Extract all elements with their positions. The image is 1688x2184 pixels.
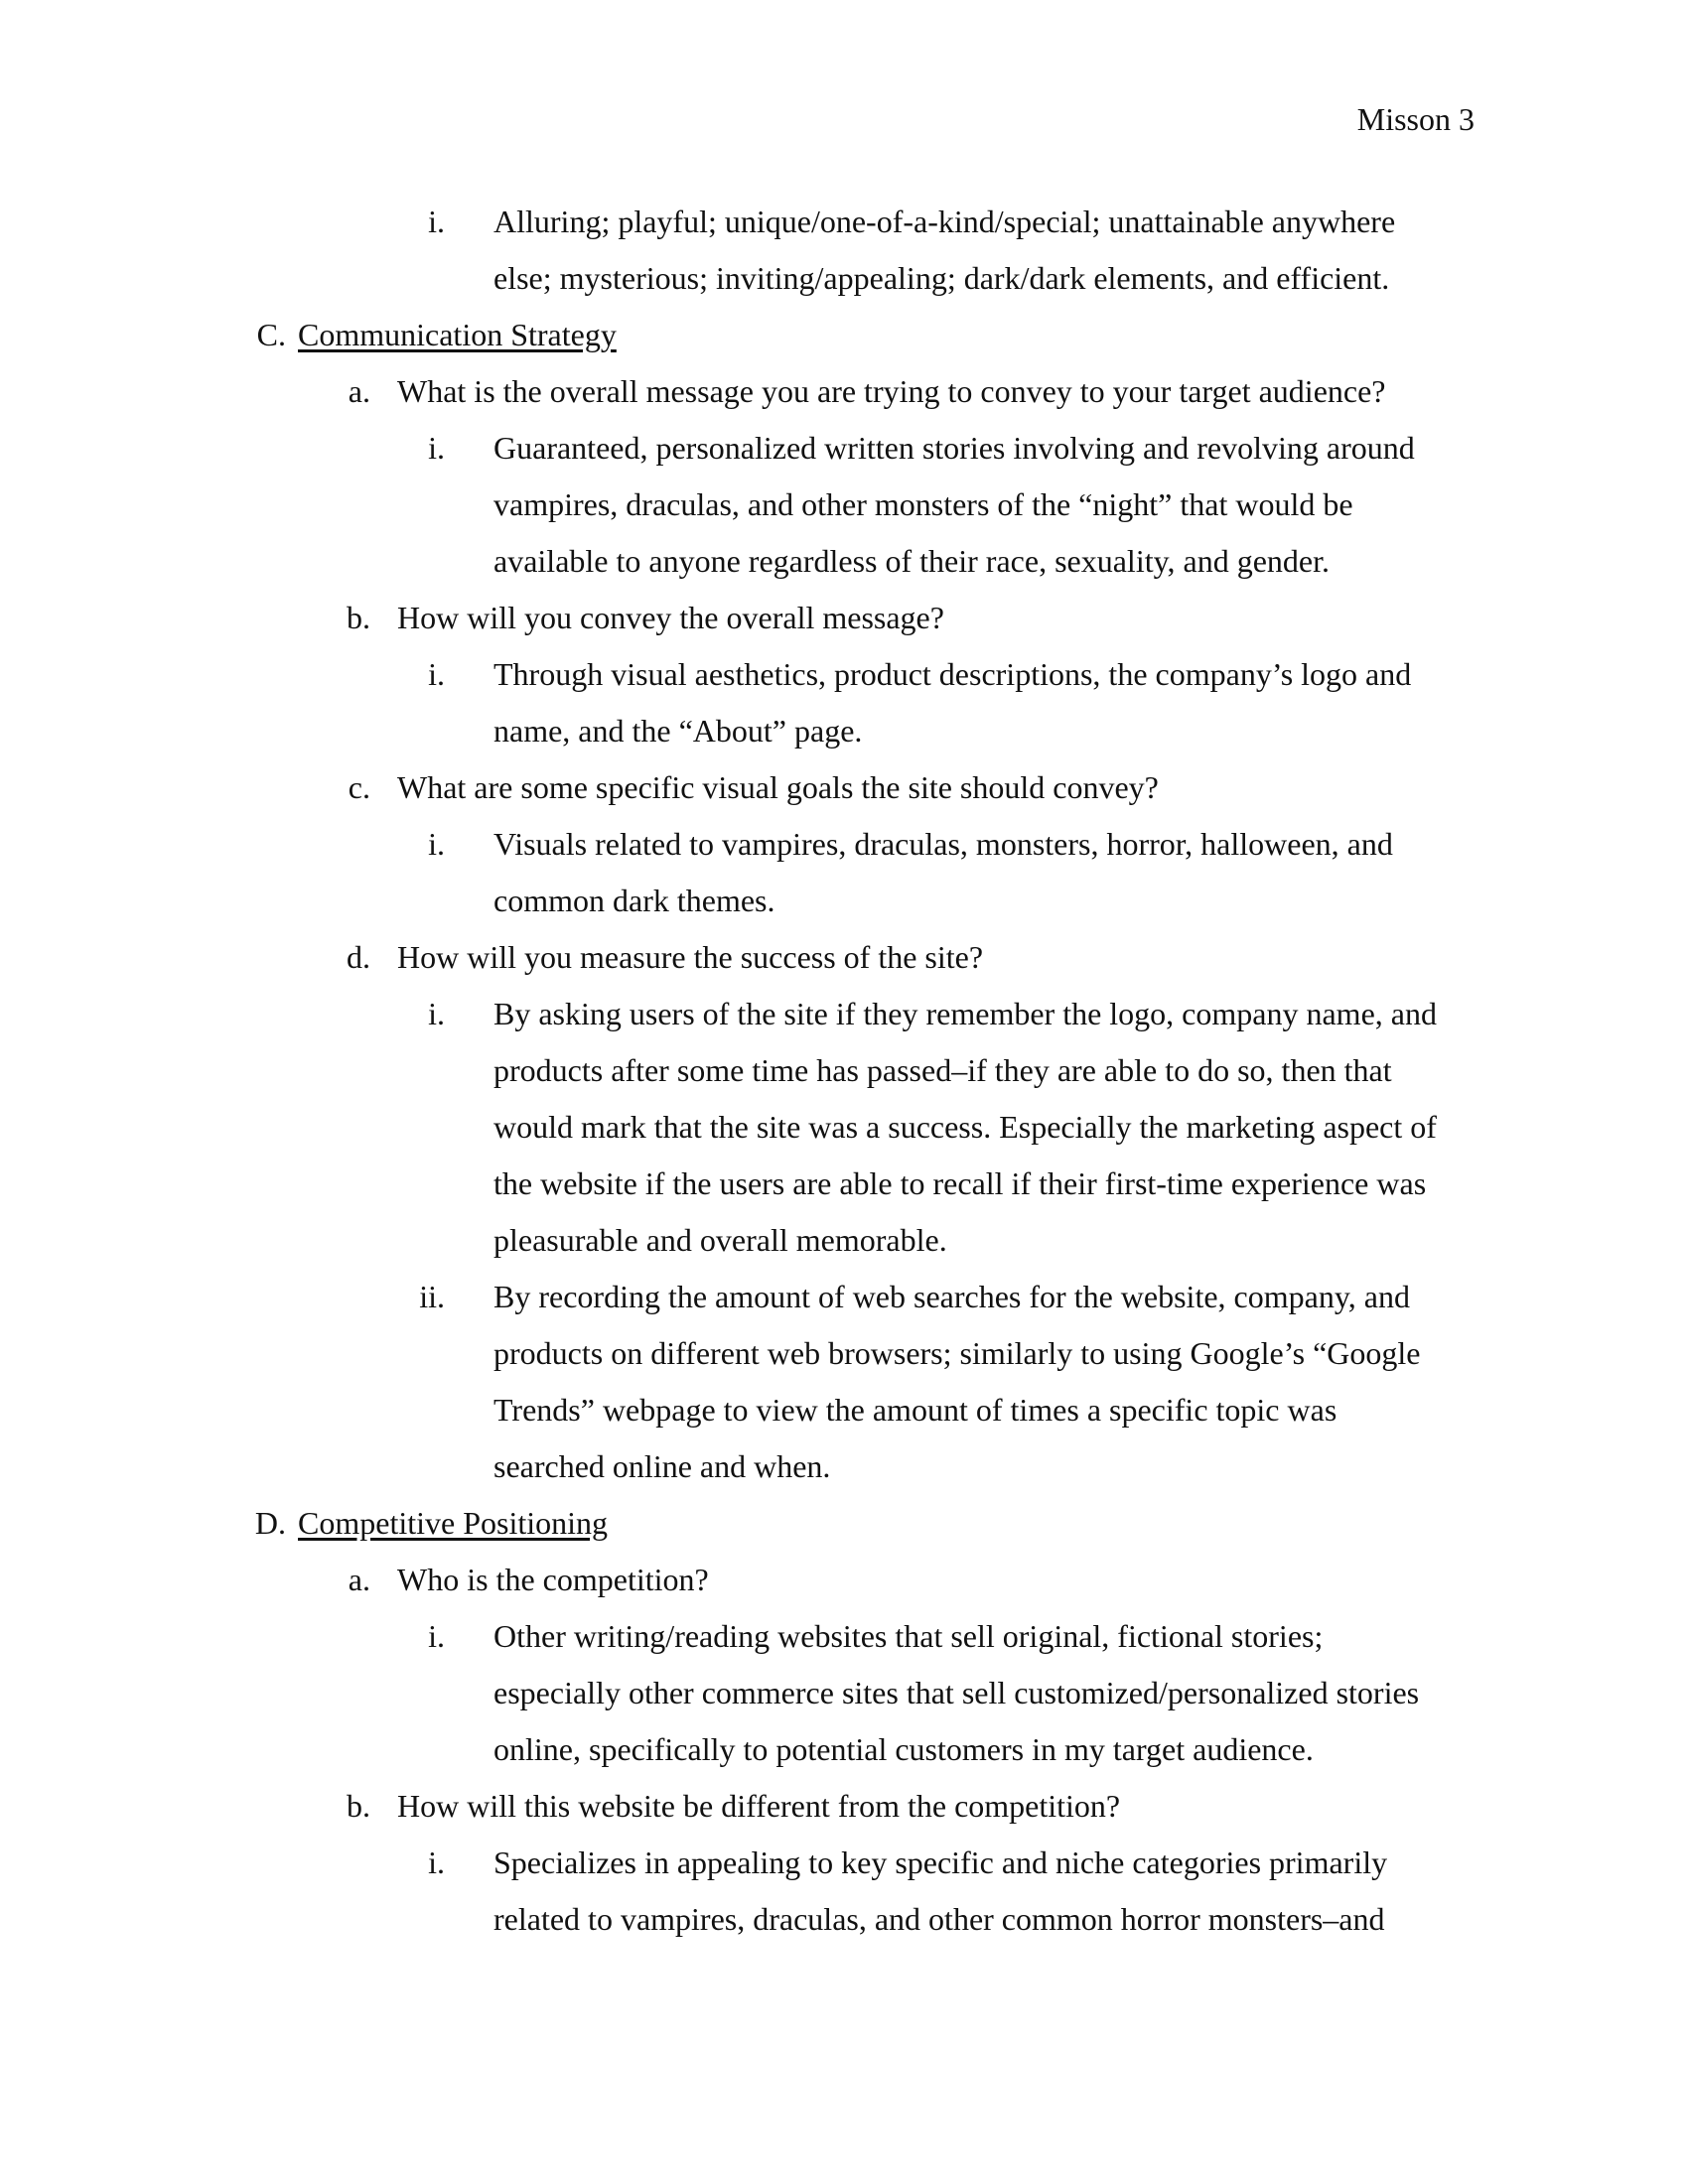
line-text: What are some specific visual goals the site should convey? (397, 769, 1159, 805)
line-text: Competitive Positioning (298, 1505, 609, 1541)
line-text: Through visual aesthetics, product descriptions, the company’s logo and (493, 656, 1412, 692)
line-text: Visuals related to vampires, draculas, monsters, horror, halloween, and (493, 826, 1393, 862)
line-text: Who is the competition? (397, 1562, 709, 1597)
list-marker: b. (347, 1788, 370, 1824)
answer-line (0, 1665, 1688, 1721)
line-text: How will this website be different from the competition? (397, 1788, 1121, 1824)
question-line (0, 929, 1688, 986)
answer-line (0, 1608, 1688, 1665)
answer-line (0, 646, 1688, 703)
answer-line (0, 1835, 1688, 1891)
answer-line (0, 816, 1688, 873)
line-text: How will you convey the overall message? (397, 600, 944, 635)
line-text: online, specifically to potential customers in my target audience. (493, 1731, 1314, 1767)
answer-line (0, 1269, 1688, 1325)
question-line (0, 1552, 1688, 1608)
answer-line (0, 1212, 1688, 1269)
line-text: common dark themes. (493, 883, 775, 918)
answer-line (0, 703, 1688, 759)
list-marker: i. (428, 1844, 445, 1880)
line-text: Guaranteed, personalized written stories involving and revolving around (493, 430, 1415, 466)
line-text: Other writing/reading websites that sell original, fictional stories; (493, 1618, 1324, 1654)
list-marker: b. (347, 600, 370, 635)
question-line (0, 590, 1688, 646)
line-text: Specializes in appealing to key specific and niche categories primarily (493, 1844, 1388, 1880)
answer-line (0, 1438, 1688, 1495)
answer-line (0, 1099, 1688, 1156)
answer-line (0, 1891, 1688, 1948)
answer-line (0, 873, 1688, 929)
question-line (0, 759, 1688, 816)
answer-line (0, 250, 1688, 307)
line-text: related to vampires, draculas, and other common horror monsters–and (493, 1901, 1385, 1937)
line-text: would mark that the site was a success. Especially the marketing aspect of (493, 1109, 1437, 1145)
section-heading (0, 1495, 1688, 1552)
answer-line (0, 533, 1688, 590)
line-text: available to anyone regardless of their race, sexuality, and gender. (493, 543, 1331, 579)
answer-line (0, 1156, 1688, 1212)
line-text: name, and the “About” page. (493, 713, 863, 749)
line-text: vampires, draculas, and other monsters of the “night” that would be (493, 486, 1353, 522)
line-text: pleasurable and overall memorable. (493, 1222, 947, 1258)
list-marker: ii. (419, 1279, 445, 1314)
line-text: Trends” webpage to view the amount of times a specific topic was (493, 1392, 1337, 1428)
list-marker: C. (256, 317, 286, 352)
question-line (0, 1778, 1688, 1835)
answer-line (0, 194, 1688, 250)
line-text: the website if the users are able to recall if their first-time experience was (493, 1165, 1427, 1201)
answer-line (0, 420, 1688, 477)
list-marker: a. (348, 373, 370, 409)
line-text: By recording the amount of web searches for the website, company, and (493, 1279, 1410, 1314)
document-body (0, 194, 1688, 1948)
list-marker: i. (428, 1618, 445, 1654)
line-text: especially other commerce sites that sell customized/personalized stories (493, 1675, 1420, 1710)
line-text: What is the overall message you are trying to convey to your target audience? (397, 373, 1386, 409)
line-text: else; mysterious; inviting/appealing; dark/dark elements, and efficient. (493, 260, 1390, 296)
list-marker: i. (428, 826, 445, 862)
list-marker: D. (254, 1505, 286, 1541)
list-marker: c. (348, 769, 370, 805)
line-text: products on different web browsers; similarly to using Google’s “Google (493, 1335, 1421, 1371)
list-marker: i. (428, 996, 445, 1031)
section-heading (0, 307, 1688, 363)
list-marker: i. (428, 204, 445, 239)
line-text: Alluring; playful; unique/one-of-a-kind/special; unattainable anywhere (493, 204, 1396, 239)
answer-line (0, 1325, 1688, 1382)
list-marker: i. (428, 656, 445, 692)
line-text: By asking users of the site if they remember the logo, company name, and (493, 996, 1437, 1031)
answer-line (0, 1721, 1688, 1778)
list-marker: a. (348, 1562, 370, 1597)
line-text: How will you measure the success of the site? (397, 939, 984, 975)
line-text: Communication Strategy (298, 317, 617, 352)
page-header: Misson 3 (1356, 101, 1475, 137)
answer-line (0, 1042, 1688, 1099)
answer-line (0, 986, 1688, 1042)
line-text: searched online and when. (493, 1448, 831, 1484)
list-marker: i. (428, 430, 445, 466)
list-marker: d. (347, 939, 370, 975)
line-text: products after some time has passed–if they are able to do so, then that (493, 1052, 1392, 1088)
question-line (0, 363, 1688, 420)
answer-line (0, 1382, 1688, 1438)
answer-line (0, 477, 1688, 533)
